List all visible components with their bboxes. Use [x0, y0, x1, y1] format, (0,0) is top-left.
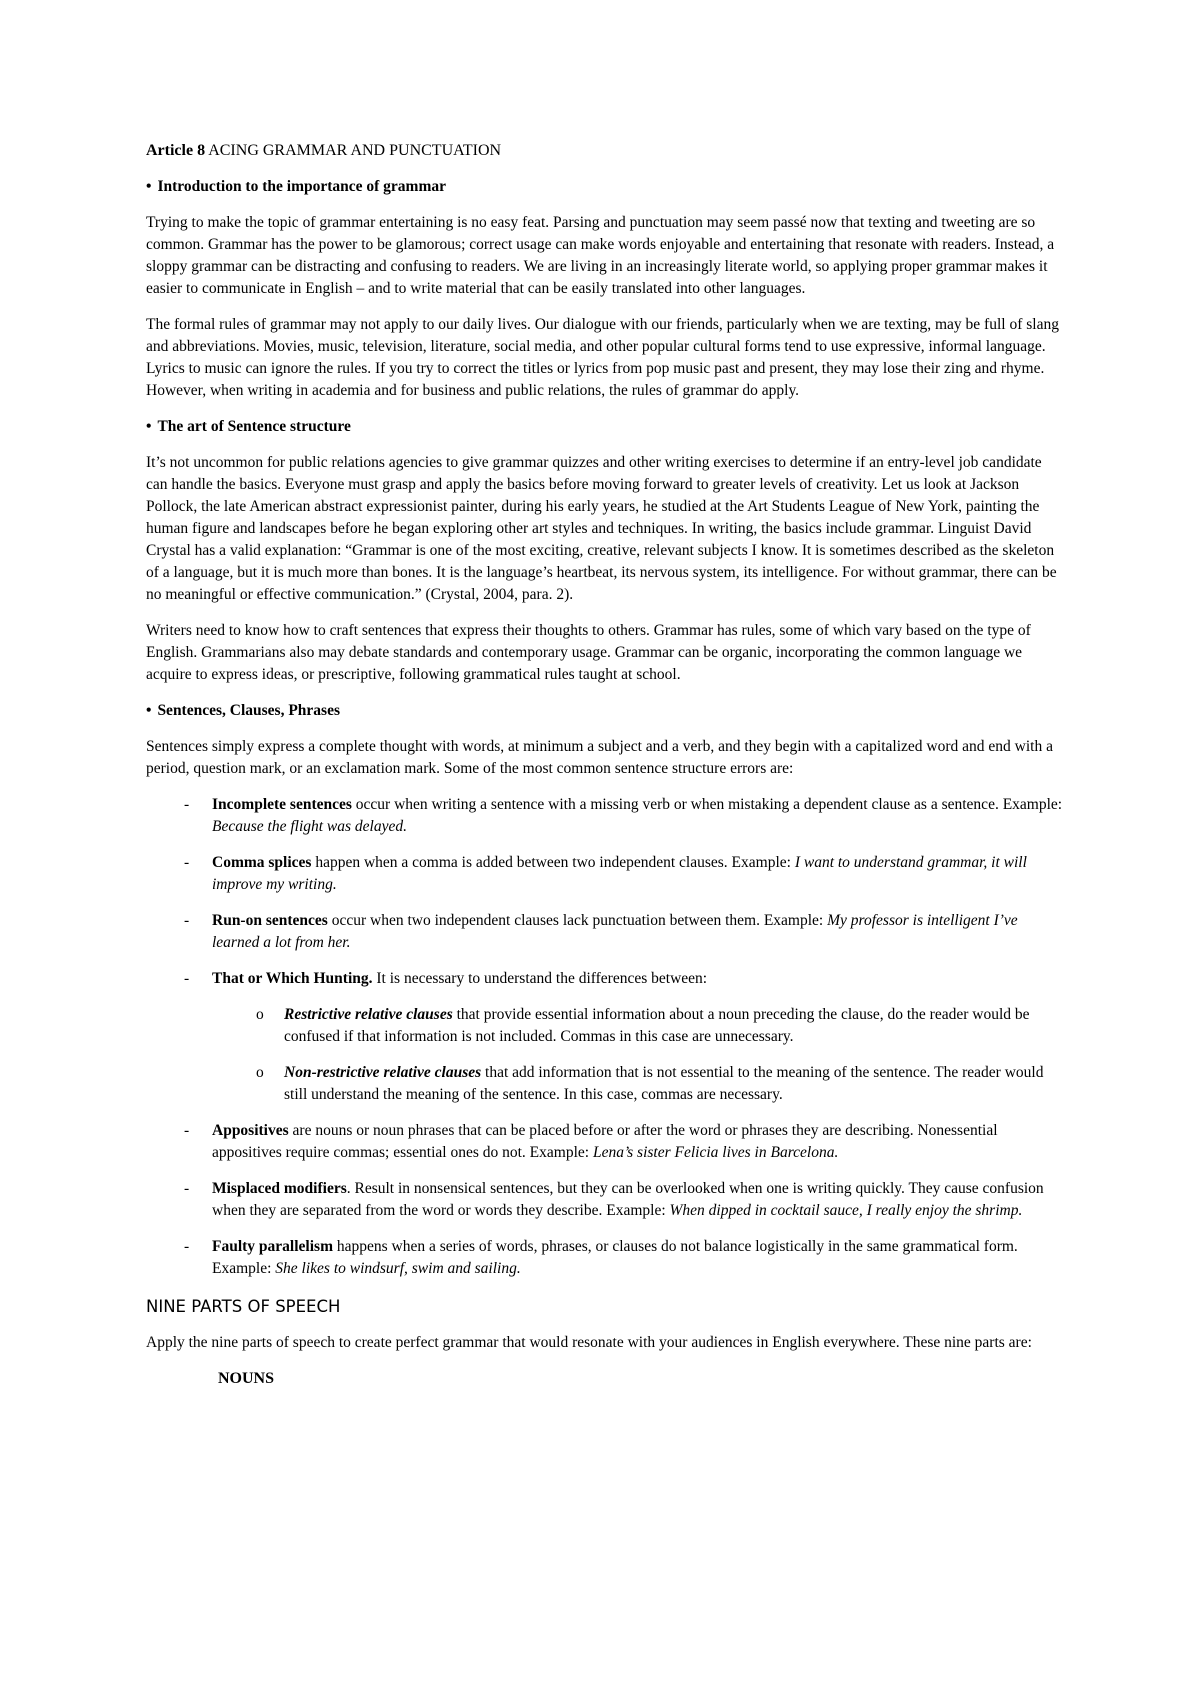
section-heading-intro: • Introduction to the importance of grammar	[146, 178, 447, 195]
circle-bullet-icon: o	[256, 1064, 264, 1081]
list-item: - Comma splices happen when a comma is added between two independent clauses. Example: I want to understand grammar, it will improve my writing.	[184, 854, 1027, 893]
subheading-nouns: NOUNS	[218, 1370, 275, 1387]
example-text: She likes to windsurf, swim and sailing.	[275, 1260, 521, 1277]
article-number: Article 8	[146, 142, 206, 159]
list-term: Misplaced modifiers	[212, 1180, 347, 1197]
section-heading-art: • The art of Sentence structure	[146, 418, 351, 435]
list-item: - That or Which Hunting. It is necessary to understand the differences between: o Restrictive relative clauses that provide essential information about a noun preceding the clause, do the reader would be confused if that information is not included. Commas in this case are unnecessary. o Non-restrictive relative clauses that add information that is not essential to the meaning of the sentence. The reader would still understand the meaning of the sentence. In this case, commas are necessary.	[184, 968, 1066, 1106]
example-text: Because the flight was delayed.	[212, 818, 407, 835]
article-title	[146, 140, 1066, 162]
dash-icon: -	[184, 970, 190, 987]
paragraph: The formal rules of grammar may not apply to our daily lives. Our dialogue with our friends, particularly when we are texting, may be full of slang and abbreviations. Movies, music, television, literature, social media, and other popular cultural forms tend to use expressive, informal language. Lyrics to music can ignore the rules. If you try to correct the titles or lyrics from pop music past and present, they may lose their zing and rhyme. However, when writing in academia and for business and public relations, the rules of grammar do apply.	[146, 316, 1059, 399]
sub-list-item: o Non-restrictive relative clauses that add information that is not essential to the meaning of the sentence. The reader would still understand the meaning of the sentence. In this case, commas are necessary.	[256, 1064, 1044, 1103]
section-heading-sentences: • Sentences, Clauses, Phrases	[146, 702, 340, 719]
sub-list-item: o Restrictive relative clauses that provide essential information about a noun preceding the clause, do the reader would be confused if that information is not included. Commas in this case are unnecessary.	[256, 1006, 1030, 1045]
example-text: Lena’s sister Felicia lives in Barcelona.	[592, 1144, 839, 1161]
bullet-icon: •	[146, 418, 152, 435]
dash-icon: -	[184, 854, 190, 871]
list-term: Run-on sentences	[212, 912, 328, 929]
list-term: Faulty parallelism	[212, 1238, 333, 1255]
example-text: My professor is intelligent I’ve learned a lot from her.	[212, 912, 1018, 951]
list-term: Comma splices	[212, 854, 312, 871]
example-text: When dipped in cocktail sauce, I really enjoy the shrimp.	[669, 1202, 1023, 1219]
paragraph: Writers need to know how to craft sentences that express their thoughts to others. Grammar has rules, some of which vary based on the type of English. Grammarians also may debate standards and contemporary usage. Grammar can be organic, incorporating the common language we acquire to express ideas, or prescriptive, following grammatical rules taught at school.	[146, 622, 1031, 683]
sub-list-term: Non-restrictive relative clauses	[284, 1064, 482, 1081]
paragraph: Sentences simply express a complete thought with words, at minimum a subject and a verb, and they begin with a capitalized word and end with a period, question mark, or an exclamation mark. Some of the most common sentence structure errors are:	[146, 738, 1053, 777]
article-title-text: ACING GRAMMAR AND PUNCTUATION	[208, 142, 502, 159]
list-term: Incomplete sentences	[212, 796, 352, 813]
paragraph: Trying to make the topic of grammar entertaining is no easy feat. Parsing and punctuation may seem passé now that texting and tweeting are so common. Grammar has the power to be glamorous; correct usage can make words enjoyable and entertaining that resonate with readers. Instead, a sloppy grammar can be distracting and confusing to readers. We are living in an increasingly literate world, so applying proper grammar makes it easier to communicate in English – and to write material that can be easily translated into other languages.	[146, 214, 1055, 297]
section-heading-nine-parts: NINE PARTS OF SPEECH	[146, 1297, 341, 1316]
list-item: - Appositives are nouns or noun phrases that can be placed before or after the word or phrases they are describing. Nonessential appositives require commas; essential ones do not. Example: Lena’s sister Felicia lives in Barcelona.	[184, 1122, 998, 1161]
bullet-icon: •	[146, 178, 152, 195]
dash-icon: -	[184, 1238, 190, 1255]
bullet-icon: •	[146, 702, 152, 719]
dash-icon: -	[184, 1180, 190, 1197]
sub-list-term: Restrictive relative clauses	[284, 1006, 453, 1023]
list-item: - Incomplete sentences occur when writing a sentence with a missing verb or when mistaking a dependent clause as a sentence. Example: Because the flight was delayed.	[184, 796, 1063, 835]
list-item: - Faulty parallelism happens when a series of words, phrases, or clauses do not balance logistically in the same grammatical form. Example: She likes to windsurf, swim and sailing.	[184, 1238, 1018, 1277]
list-term: Appositives	[212, 1122, 289, 1139]
paragraph: It’s not uncommon for public relations agencies to give grammar quizzes and other writing exercises to determine if an entry-level job candidate can handle the basics. Everyone must grasp and apply the basics before moving forward to greater levels of creativity. Let us look at Jackson Pollock, the late American abstract expressionist painter, during his early years, he studied at the Art Students League of New York, painting the human figure and landscapes before he began exploring other art styles and techniques. In writing, the basics include grammar. Linguist David Crystal has a valid explanation: “Grammar is one of the most exciting, creative, relevant subjects I know. It is sometimes described as the skeleton of a language, but it is much more than bones. It is the language’s heartbeat, its nervous system, its intelligence. For without grammar, there can be no meaningful or effective communication.” (Crystal, 2004, para. 2).	[146, 454, 1057, 603]
circle-bullet-icon: o	[256, 1006, 264, 1023]
dash-icon: -	[184, 912, 190, 929]
dash-icon: -	[184, 796, 190, 813]
example-text: I want to understand grammar, it will improve my writing.	[212, 854, 1027, 893]
error-list	[146, 794, 1066, 1280]
document-page	[146, 140, 1066, 1390]
list-item: - Misplaced modifiers. Result in nonsensical sentences, but they can be overlooked when one is writing quickly. They cause confusion when they are separated from the word or words they describe. Example: When dipped in cocktail sauce, I really enjoy the shrimp.	[184, 1180, 1044, 1219]
list-item: - Run-on sentences occur when two independent clauses lack punctuation between them. Example: My professor is intelligent I’ve learned a lot from her.	[184, 912, 1018, 951]
list-term: That or Which Hunting.	[212, 970, 373, 987]
paragraph: Apply the nine parts of speech to create perfect grammar that would resonate with your audiences in English everywhere. These nine parts are:	[146, 1334, 1032, 1351]
sub-list	[212, 1004, 1066, 1106]
dash-icon: -	[184, 1122, 190, 1139]
